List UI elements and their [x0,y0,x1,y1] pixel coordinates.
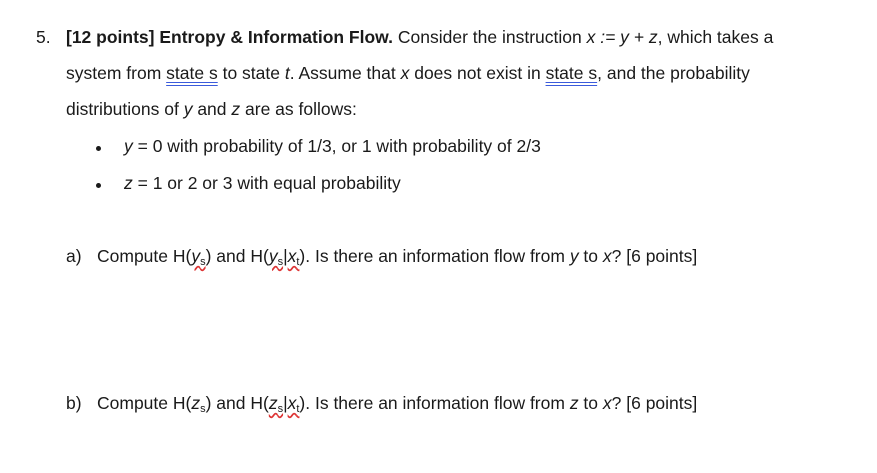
var-z: z [231,99,241,119]
line-text: and [192,99,232,119]
subscript: s [277,403,284,415]
subscript: t [296,256,300,268]
part-b-text [97,393,697,415]
part-a-text [97,246,697,268]
line-text: system from [66,63,167,83]
points-label: [12 points] [66,27,155,47]
part-text: to [578,393,603,413]
bullet-var: y [124,136,133,156]
var: x [287,393,297,413]
subscript: s [277,256,284,268]
bullet-icon [96,183,101,188]
part-text: Compute H( [97,393,192,413]
var-t: t [284,63,290,83]
state-s-term: state s [166,63,218,83]
line-text: , which takes a [657,27,774,47]
part-text: Compute H( [97,246,192,266]
var: z [569,393,579,413]
part-text: ) and H( [205,393,269,413]
line-text: . Assume that [289,63,401,83]
line-text: Consider the instruction [397,27,587,47]
bullet-item [124,173,401,194]
question-line-2 [66,63,750,84]
instruction: x := y + z [586,27,658,47]
var-x: x [400,63,410,83]
part-b-label: b) [66,393,82,413]
bullet-var: z [124,173,133,193]
var: z [191,393,201,413]
var: y [268,246,278,266]
subscript: s [200,403,206,415]
bullet-item [124,136,541,157]
bullet-icon [96,146,101,151]
var-y: y [183,99,193,119]
question-title: Entropy & Information Flow. [159,27,394,47]
var: x [602,393,612,413]
wavy-term [269,393,300,413]
bar: | [283,246,288,266]
line-text: are as follows: [240,99,357,119]
part-text: ) and H( [205,246,269,266]
var: x [287,246,297,266]
wavy-term [191,246,205,266]
var: y [569,246,579,266]
question-line-3 [66,99,357,120]
var: x [602,246,612,266]
question-number: 5. [36,27,51,47]
line-text: to state [217,63,285,83]
bar: | [283,393,288,413]
part-text: to [578,246,603,266]
subscript: s [200,256,206,268]
state-s-term: state s [545,63,598,83]
part-text: ? [6 points] [611,393,698,413]
bullet-text: = 0 with probability of 1/3, or 1 with probability of 2/3 [132,136,541,156]
line-text: , and the probability [597,63,750,83]
part-a-label: a) [66,246,82,266]
part-text: ). Is there an information flow from [299,246,570,266]
wavy-term [269,246,300,266]
part-text: ? [6 points] [611,246,698,266]
var: y [191,246,201,266]
line-text: distributions of [66,99,184,119]
line-text: does not exist in [409,63,546,83]
bullet-text: = 1 or 2 or 3 with equal probability [132,173,401,193]
part-text: ). Is there an information flow from [299,393,570,413]
var: z [268,393,278,413]
subscript: t [296,403,300,415]
question-line-1 [66,27,773,48]
